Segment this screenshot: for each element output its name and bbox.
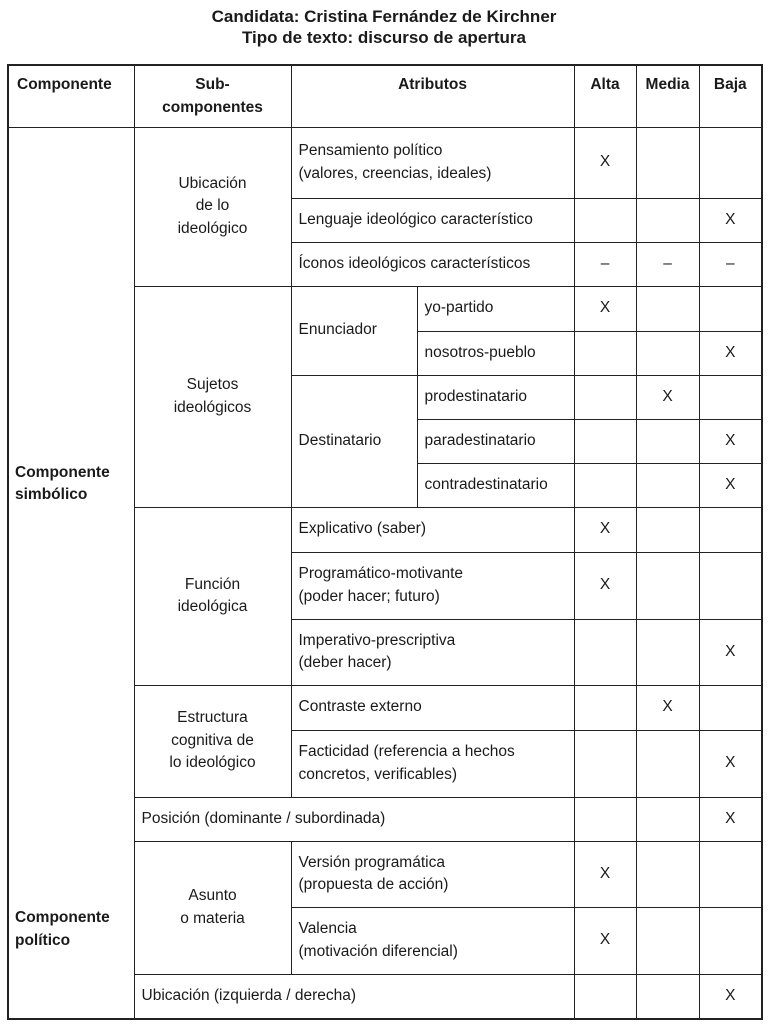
mark-media (636, 507, 699, 552)
mark-alta (574, 797, 636, 841)
mark-baja (699, 127, 762, 198)
mark-alta (574, 198, 636, 242)
analysis-table (7, 64, 763, 1020)
mark-media (636, 552, 699, 619)
mark-baja: X (699, 419, 762, 463)
mark-baja: X (699, 463, 762, 507)
mark-alta (574, 685, 636, 730)
group-destinatario: Destinatario (291, 375, 417, 507)
mark-media: X (636, 375, 699, 419)
table-row (8, 127, 762, 198)
subcomponent-funcion: Función ideológica (134, 507, 291, 685)
mark-alta: X (574, 907, 636, 974)
mark-media (636, 730, 699, 797)
mark-baja (699, 685, 762, 730)
mark-baja: X (699, 797, 762, 841)
mark-media: X (636, 685, 699, 730)
mark-media (636, 841, 699, 907)
candidate-title: Candidata: Cristina Fernández de Kirchner (211, 7, 557, 26)
mark-media (636, 797, 699, 841)
mark-media (636, 619, 699, 685)
text-type-title: Tipo de texto: discurso de apertura (241, 28, 527, 47)
attribute-cell: nosotros-pueblo (417, 331, 574, 375)
mark-media (636, 974, 699, 1019)
header-row (8, 65, 762, 127)
col-header-atributos: Atributos (291, 65, 574, 127)
mark-media (636, 419, 699, 463)
component-politico: Componente político (8, 841, 134, 1019)
mark-baja: X (699, 619, 762, 685)
attribute-cell: yo-partido (417, 286, 574, 331)
mark-alta: X (574, 841, 636, 907)
col-header-componente: Componente (8, 65, 134, 127)
attribute-cell: Contraste externo (291, 685, 574, 730)
mark-baja: X (699, 730, 762, 797)
attribute-cell: Programático-motivante (poder hacer; futuro) (291, 552, 574, 619)
mark-baja: X (699, 974, 762, 1019)
mark-media (636, 907, 699, 974)
subcomponent-asunto: Asunto o materia (134, 841, 291, 974)
mark-alta (574, 730, 636, 797)
attribute-cell: contradestinatario (417, 463, 574, 507)
attribute-cell: Pensamiento político (valores, creencias, ideales) (291, 127, 574, 198)
mark-alta (574, 974, 636, 1019)
mark-alta (574, 419, 636, 463)
col-header-baja: Baja (699, 65, 762, 127)
mark-alta: – (574, 242, 636, 286)
attribute-cell: Lenguaje ideológico característico (291, 198, 574, 242)
component-simbolico: Componente simbólico (8, 127, 134, 841)
subcomponent-sujetos: Sujetos ideológicos (134, 286, 291, 507)
mark-alta (574, 375, 636, 419)
mark-baja (699, 841, 762, 907)
mark-alta: X (574, 552, 636, 619)
col-header-alta: Alta (574, 65, 636, 127)
attribute-cell: prodestinatario (417, 375, 574, 419)
col-header-subcomponentes: Sub- componentes (134, 65, 291, 127)
mark-media (636, 331, 699, 375)
mark-baja (699, 286, 762, 331)
mark-alta (574, 331, 636, 375)
attribute-cell: Facticidad (referencia a hechos concretos, verificables) (291, 730, 574, 797)
subcomponent-estructura: Estructura cognitiva de lo ideológico (134, 685, 291, 797)
mark-media (636, 286, 699, 331)
attribute-cell: Valencia (motivación diferencial) (291, 907, 574, 974)
subcomponent-posicion: Posición (dominante / subordinada) (134, 797, 574, 841)
mark-alta: X (574, 286, 636, 331)
mark-alta (574, 619, 636, 685)
mark-media (636, 198, 699, 242)
attribute-cell: Versión programática (propuesta de acción) (291, 841, 574, 907)
attribute-cell: Imperativo-prescriptiva (deber hacer) (291, 619, 574, 685)
col-header-media: Media (636, 65, 699, 127)
mark-baja (699, 375, 762, 419)
mark-baja: – (699, 242, 762, 286)
mark-baja (699, 507, 762, 552)
mark-media (636, 127, 699, 198)
mark-media (636, 463, 699, 507)
table-row (8, 841, 762, 907)
group-enunciador: Enunciador (291, 286, 417, 375)
subcomponent-ubicacion-politica: Ubicación (izquierda / derecha) (134, 974, 574, 1019)
attribute-cell: Explicativo (saber) (291, 507, 574, 552)
mark-media: – (636, 242, 699, 286)
subcomponent-ubicacion: Ubicación de lo ideológico (134, 127, 291, 286)
mark-alta: X (574, 507, 636, 552)
attribute-cell: paradestinatario (417, 419, 574, 463)
mark-baja: X (699, 331, 762, 375)
mark-baja (699, 907, 762, 974)
mark-baja (699, 552, 762, 619)
attribute-cell: Íconos ideológicos característicos (291, 242, 574, 286)
mark-alta (574, 463, 636, 507)
mark-alta: X (574, 127, 636, 198)
mark-baja: X (699, 198, 762, 242)
